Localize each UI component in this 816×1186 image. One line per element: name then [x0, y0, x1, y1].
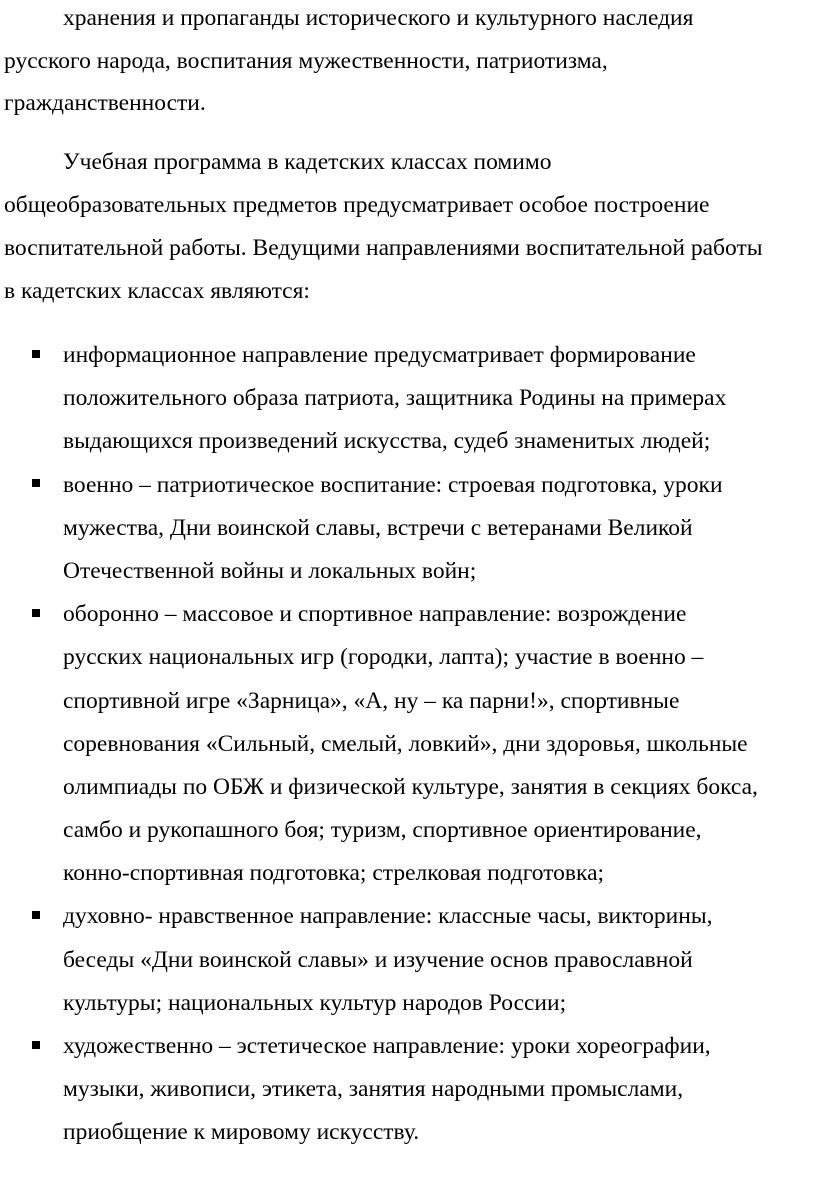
text-line: в кадетских классах являются: [4, 278, 310, 304]
text-line: приобщение к мировому искусству. [63, 1119, 420, 1145]
text-line: оборонно – массовое и спортивное направление: возрождение [63, 601, 687, 627]
square-bullet-icon [32, 911, 40, 919]
text-line: общеобразовательных предметов предусматривает особое построение [4, 192, 710, 218]
text-line: соревнования «Сильный, смелый, ловкий», дни здоровья, школьные [63, 731, 748, 757]
text-line: духовно- нравственное направление: классные часы, викторины, [63, 903, 713, 929]
text-line: выдающихся произведений искусства, судеб знаменитых людей; [63, 428, 711, 454]
text-line: Учебная программа в кадетских классах помимо [63, 149, 552, 175]
text-line: самбо и рукопашного боя; туризм, спортивное ориентирование, [63, 817, 702, 843]
text-line: культуры; национальных культур народов России; [63, 990, 567, 1016]
square-bullet-icon [32, 1041, 40, 1049]
text-line: спортивной игре «Зарница», «А, ну – ка парни!», спортивные [63, 688, 680, 714]
square-bullet-icon [32, 479, 40, 487]
square-bullet-icon [32, 609, 40, 617]
square-bullet-icon [32, 350, 40, 358]
text-line: конно-спортивная подготовка; стрелковая подготовка; [63, 860, 605, 886]
text-line: беседы «Дни воинской славы» и изучение основ православной [63, 947, 693, 973]
text-line: хранения и пропаганды исторического и культурного наследия [63, 5, 694, 31]
text-line: художественно – эстетическое направление: уроки хореографии, [63, 1033, 711, 1059]
text-line: русских национальных игр (городки, лапта); участие в военно – [63, 644, 704, 670]
text-line: олимпиады по ОБЖ и физической культуре, занятия в секциях бокса, [63, 774, 758, 800]
text-line: положительного образа патриота, защитника Родины на примерах [63, 385, 727, 411]
text-line: русского народа, воспитания мужественности, патриотизма, [4, 48, 608, 74]
text-line: воспитательной работы. Ведущими направлениями воспитательной работы [4, 235, 763, 261]
text-line: музыки, живописи, этикета, занятия народными промыслами, [63, 1076, 684, 1102]
text-line: мужества, Дни воинской славы, встречи с ветеранами Великой [63, 515, 693, 541]
text-line: военно – патриотическое воспитание: строевая подготовка, уроки [63, 472, 723, 498]
text-line: гражданственности. [4, 90, 206, 116]
text-line: информационное направление предусматривает формирование [63, 342, 696, 368]
text-line: Отечественной войны и локальных войн; [63, 558, 477, 584]
